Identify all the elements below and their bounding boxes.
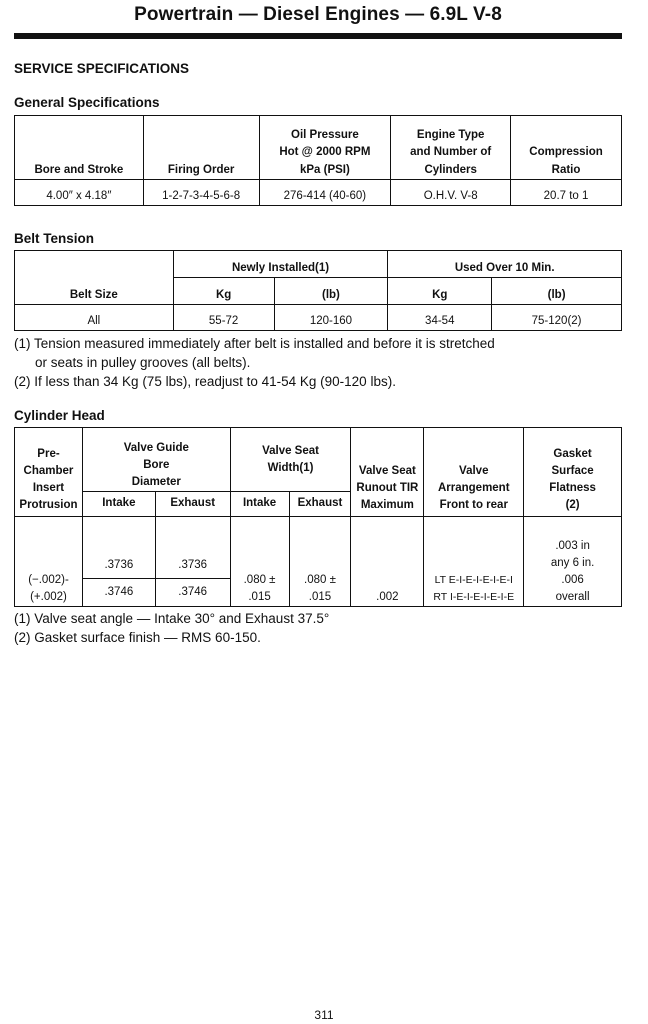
col-compression: Compression Ratio: [511, 116, 622, 180]
unit-kg: Kg: [388, 278, 492, 305]
note-1: (1) Valve seat angle — Intake 30° and Exhaust 37.5°: [14, 611, 330, 626]
table-row: All 55-72 120-160 34-54 75-120(2): [15, 305, 622, 331]
table-row: 4.00″ x 4.18″ 1-2-7-3-4-5-6-8 276-414 (40-60) O.H.V. V-8 20.7 to 1: [15, 180, 622, 206]
seat-intake-value: .080 ± .015: [230, 517, 289, 607]
general-spec-title: General Specifications: [14, 95, 160, 110]
header-rule: [14, 33, 622, 39]
table-row: [15, 517, 622, 607]
belt-tension-title: Belt Tension: [14, 231, 95, 246]
unit-lb: (lb): [274, 278, 388, 305]
col-firing-order: Firing Order: [143, 116, 259, 180]
guide-exhaust-value: .3736 .3746: [155, 517, 230, 607]
col-runout: Valve Seat Runout TIR Maximum: [351, 428, 424, 517]
note-2: (2) Gasket surface finish — RMS 60-150.: [14, 630, 261, 645]
col-bore-stroke: Bore and Stroke: [15, 116, 144, 180]
col-prechamber: Pre- Chamber Insert Protrusion: [15, 428, 83, 517]
note-2: (2) If less than 34 Kg (75 lbs), readjust to 41-54 Kg (90-120 lbs).: [14, 374, 396, 389]
page-header-title: Powertrain — Diesel Engines — 6.9L V-8: [134, 4, 502, 25]
arrangement-value: LT E-I-E-I-E-I-E-I RT I-E-I-E-I-E-I-E: [424, 517, 524, 607]
col-newly-installed: Newly Installed(1): [173, 251, 388, 278]
unit-lb: (lb): [492, 278, 622, 305]
prechamber-value: (−.002)- (+.002): [15, 517, 83, 607]
sub-exhaust: Exhaust: [155, 492, 230, 517]
sub-intake: Intake: [82, 492, 155, 517]
col-gasket: Gasket Surface Flatness (2): [524, 428, 622, 517]
runout-value: .002: [351, 517, 424, 607]
cylinder-notes: [14, 609, 624, 647]
cylinder-head-table: [14, 427, 622, 607]
col-used-over: Used Over 10 Min.: [388, 251, 622, 278]
note-1: (1) Tension measured immediately after belt is installed and before it is stretched: [14, 336, 495, 351]
gasket-value: .003 in any 6 in. .006 overall: [524, 517, 622, 607]
belt-notes: [14, 334, 624, 391]
section-title: SERVICE SPECIFICATIONS: [14, 61, 190, 76]
col-valve-guide: Valve Guide Bore Diameter: [82, 428, 230, 492]
belt-tension-table: [14, 250, 622, 331]
sub-exhaust: Exhaust: [289, 492, 351, 517]
col-arrangement: Valve Arrangement Front to rear: [424, 428, 524, 517]
seat-exhaust-value: .080 ± .015: [289, 517, 351, 607]
general-spec-table: [14, 115, 622, 206]
guide-intake-value: .3736 .3746: [82, 517, 155, 607]
col-belt-size: Belt Size: [15, 251, 174, 305]
sub-intake: Intake: [230, 492, 289, 517]
page-number: 311: [314, 1008, 334, 1022]
col-oil-pressure: Oil Pressure Hot @ 2000 RPM kPa (PSI): [259, 116, 391, 180]
note-1-cont: or seats in pulley grooves (all belts).: [35, 355, 251, 370]
col-valve-seat-width: Valve Seat Width(1): [230, 428, 351, 492]
cylinder-head-title: Cylinder Head: [14, 408, 105, 423]
col-engine-type: Engine Type and Number of Cylinders: [391, 116, 511, 180]
unit-kg: Kg: [173, 278, 274, 305]
